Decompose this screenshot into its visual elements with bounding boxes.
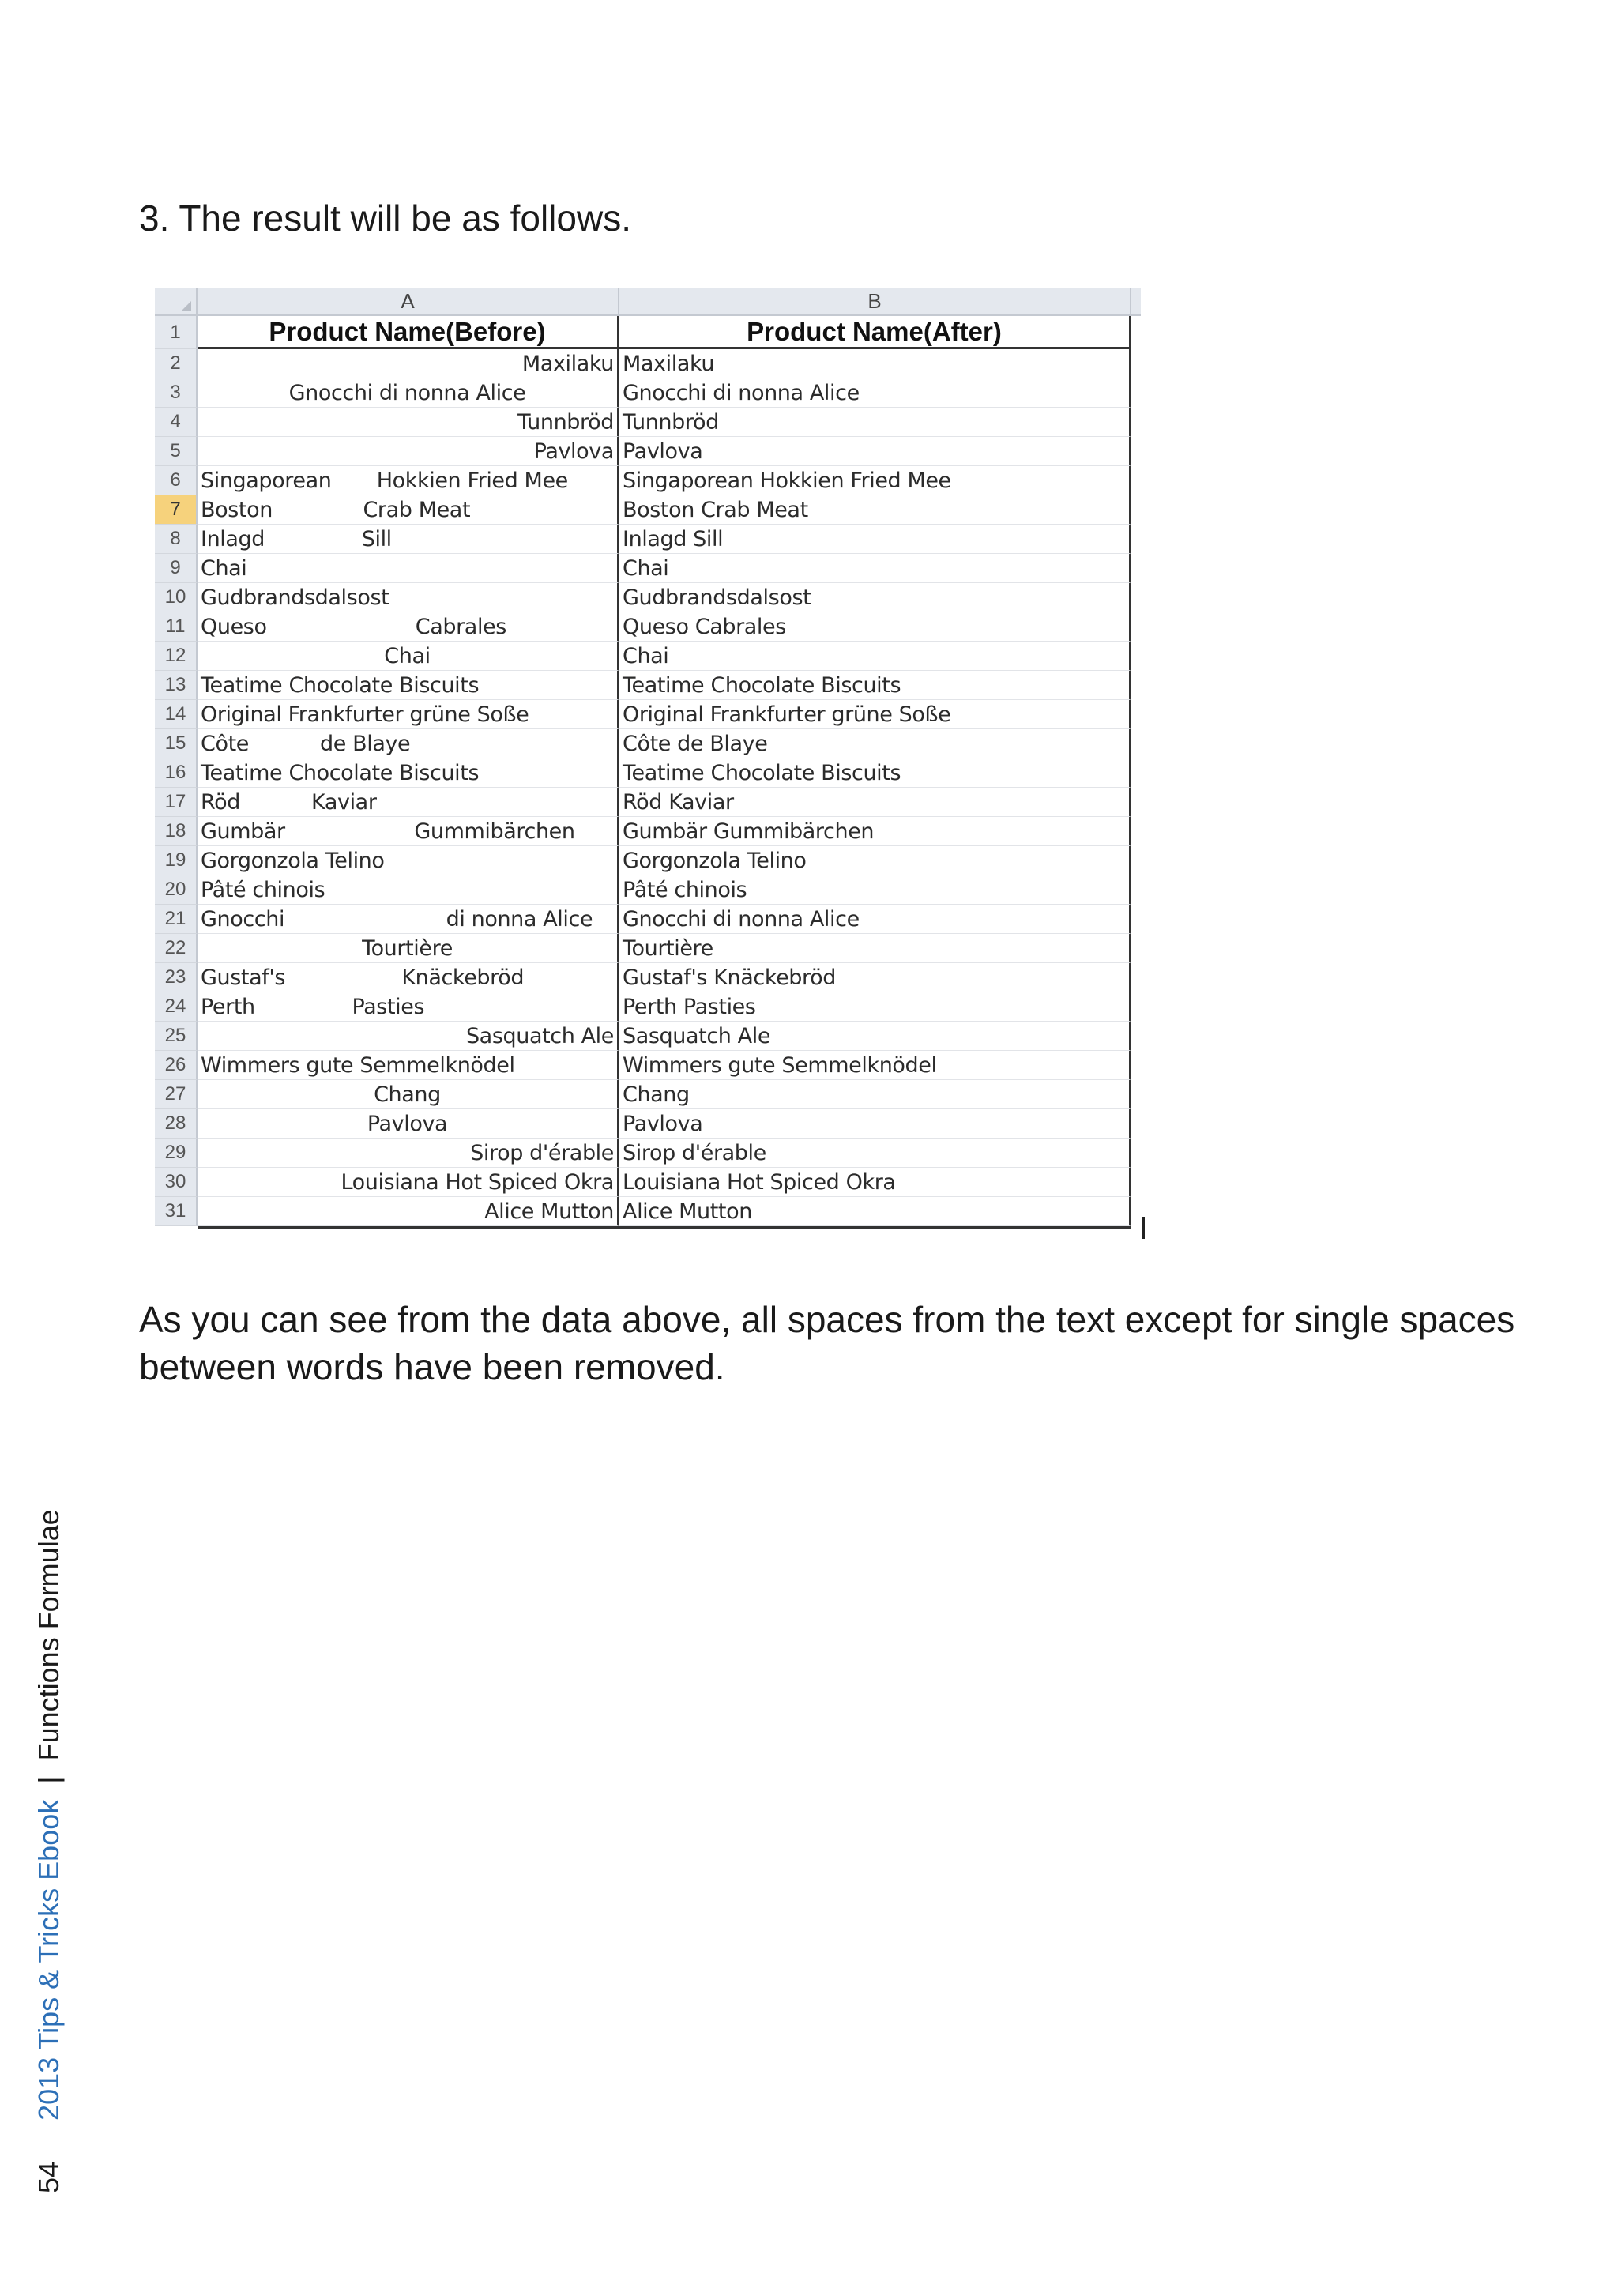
table-row (155, 963, 1131, 992)
table-row (155, 1197, 1131, 1226)
cell-after: Singaporean Hokkien Fried Mee (619, 466, 1131, 495)
row-number: 6 (155, 466, 198, 495)
cell-before: Gumbär Gummibärchen (198, 817, 619, 846)
row-number: 31 (155, 1197, 198, 1226)
cell-before: Boston Crab Meat (198, 495, 619, 525)
table-row (155, 846, 1131, 875)
row-number: 3 (155, 378, 198, 408)
row-number: 8 (155, 525, 198, 554)
cell-after: Maxilaku (619, 349, 1131, 378)
cell-after: Pâté chinois (619, 875, 1131, 905)
row-number: 20 (155, 875, 198, 905)
table-row (155, 1109, 1131, 1139)
cell-after: Gudbrandsdalsost (619, 583, 1131, 612)
corner-triangle-icon (182, 301, 191, 311)
cell-before: Alice Mutton (198, 1197, 619, 1226)
row-number: 30 (155, 1168, 198, 1197)
row-number: 29 (155, 1139, 198, 1168)
table-row (155, 934, 1131, 963)
cell-after: Perth Pasties (619, 992, 1131, 1022)
cell-before: Chang (198, 1080, 619, 1109)
table-row (155, 466, 1131, 495)
cell-after: Original Frankfurter grüne Soße (619, 700, 1131, 729)
row-number: 7 (155, 495, 198, 525)
row-number: 11 (155, 612, 198, 642)
cell-after: Sirop d'érable (619, 1139, 1131, 1168)
table-row (155, 316, 1131, 349)
table-row (155, 408, 1131, 437)
table-row (155, 378, 1131, 408)
table-row (155, 758, 1131, 788)
cell-before: Gustaf's Knäckebröd (198, 963, 619, 992)
cell-after: Gorgonzola Telino (619, 846, 1131, 875)
cell-before: Pavlova (198, 1109, 619, 1139)
cell-after: Pavlova (619, 437, 1131, 466)
cell-after: Alice Mutton (619, 1197, 1131, 1226)
row-number: 28 (155, 1109, 198, 1139)
table-row (155, 437, 1131, 466)
cell-after: Teatime Chocolate Biscuits (619, 671, 1131, 700)
cell-before: Pavlova (198, 437, 619, 466)
row-number: 21 (155, 905, 198, 934)
cell-before: Queso Cabrales (198, 612, 619, 642)
column-header-filler (1131, 288, 1141, 316)
row-number: 23 (155, 963, 198, 992)
text-cursor-mark (1142, 1217, 1145, 1239)
column-header-a: A (198, 288, 619, 316)
cell-after: Wimmers gute Semmelknödel (619, 1051, 1131, 1080)
table-row (155, 583, 1131, 612)
row-number: 9 (155, 554, 198, 583)
table-row (155, 905, 1131, 934)
page-number: 54 (32, 2161, 65, 2193)
row-number: 10 (155, 583, 198, 612)
explanation-paragraph: As you can see from the data above, all spaces from the text except for single spaces between words have been removed. (139, 1299, 1515, 1387)
cell-after: Côte de Blaye (619, 729, 1131, 758)
cell-after: Gustaf's Knäckebröd (619, 963, 1131, 992)
step-text: 3. The result will be as follows. (139, 198, 631, 239)
row-number: 24 (155, 992, 198, 1022)
table-row (155, 1022, 1131, 1051)
table-row (155, 992, 1131, 1022)
cell-before: Sirop d'érable (198, 1139, 619, 1168)
cell-before: Inlagd Sill (198, 525, 619, 554)
table-row (155, 671, 1131, 700)
table-row (155, 612, 1131, 642)
spreadsheet-grid (155, 316, 1131, 1226)
row-number: 1 (155, 316, 198, 349)
cell-before: Teatime Chocolate Biscuits (198, 671, 619, 700)
cell-before: Pâté chinois (198, 875, 619, 905)
cell-before: Gudbrandsdalsost (198, 583, 619, 612)
row-number: 18 (155, 817, 198, 846)
cell-before: Röd Kaviar (198, 788, 619, 817)
sidebar-text (33, 1509, 65, 2193)
cell-before: Gorgonzola Telino (198, 846, 619, 875)
row-number: 25 (155, 1022, 198, 1051)
cell-before: Singaporean Hokkien Fried Mee (198, 466, 619, 495)
row-number: 19 (155, 846, 198, 875)
cell-after: Gumbär Gummibärchen (619, 817, 1131, 846)
cell-after: Chai (619, 642, 1131, 671)
table-row (155, 1080, 1131, 1109)
row-number: 4 (155, 408, 198, 437)
cell-after: Teatime Chocolate Biscuits (619, 758, 1131, 788)
cell-before: Chai (198, 554, 619, 583)
cell-before: Chai (198, 642, 619, 671)
cell-before: Tourtière (198, 934, 619, 963)
row-number: 12 (155, 642, 198, 671)
table-row (155, 700, 1131, 729)
cell-before: Gnocchi di nonna Alice (198, 378, 619, 408)
cell-after: Boston Crab Meat (619, 495, 1131, 525)
cell-after: Gnocchi di nonna Alice (619, 378, 1131, 408)
row-number: 17 (155, 788, 198, 817)
cell-before: Original Frankfurter grüne Soße (198, 700, 619, 729)
cell-after: Chai (619, 554, 1131, 583)
cell-before: Wimmers gute Semmelknödel (198, 1051, 619, 1080)
row-number: 14 (155, 700, 198, 729)
cell-after: Chang (619, 1080, 1131, 1109)
row-number: 2 (155, 349, 198, 378)
cell-after: Tunnbröd (619, 408, 1131, 437)
cell-before: Gnocchi di nonna Alice (198, 905, 619, 934)
cell-before: Teatime Chocolate Biscuits (198, 758, 619, 788)
header-cell-before: Product Name(Before) (198, 316, 619, 349)
section-title: Functions Formulae (32, 1509, 65, 1761)
cell-after: Inlagd Sill (619, 525, 1131, 554)
sidebar-separator: | (32, 1776, 65, 1784)
table-row (155, 1168, 1131, 1197)
header-cell-after: Product Name(After) (619, 316, 1131, 349)
book-title: 2013 Tips & Tricks Ebook (32, 1799, 65, 2121)
cell-after: Röd Kaviar (619, 788, 1131, 817)
select-all-corner (155, 288, 198, 316)
table-row (155, 788, 1131, 817)
row-number: 22 (155, 934, 198, 963)
table-row (155, 875, 1131, 905)
cell-before: Tunnbröd (198, 408, 619, 437)
cell-after: Louisiana Hot Spiced Okra (619, 1168, 1131, 1197)
row-number: 5 (155, 437, 198, 466)
cell-before: Maxilaku (198, 349, 619, 378)
table-row (155, 525, 1131, 554)
page-sidebar (33, 455, 81, 2193)
cell-after: Pavlova (619, 1109, 1131, 1139)
table-row (155, 729, 1131, 758)
row-number: 27 (155, 1080, 198, 1109)
table-row (155, 495, 1131, 525)
spreadsheet-screenshot (155, 288, 1141, 1236)
table-row (155, 1051, 1131, 1080)
cell-before: Sasquatch Ale (198, 1022, 619, 1051)
cell-before: Côte de Blaye (198, 729, 619, 758)
cell-before: Louisiana Hot Spiced Okra (198, 1168, 619, 1197)
cell-after: Gnocchi di nonna Alice (619, 905, 1131, 934)
cell-before: Perth Pasties (198, 992, 619, 1022)
table-row (155, 642, 1131, 671)
cell-after: Queso Cabrales (619, 612, 1131, 642)
row-number: 13 (155, 671, 198, 700)
cell-after: Sasquatch Ale (619, 1022, 1131, 1051)
row-number: 16 (155, 758, 198, 788)
table-row (155, 817, 1131, 846)
table-row (155, 554, 1131, 583)
row-number: 15 (155, 729, 198, 758)
grid-bottom-border (198, 1226, 1131, 1229)
table-row (155, 1139, 1131, 1168)
cell-after: Tourtière (619, 934, 1131, 963)
table-row (155, 349, 1131, 378)
row-number: 26 (155, 1051, 198, 1080)
column-header-b: B (619, 288, 1131, 316)
